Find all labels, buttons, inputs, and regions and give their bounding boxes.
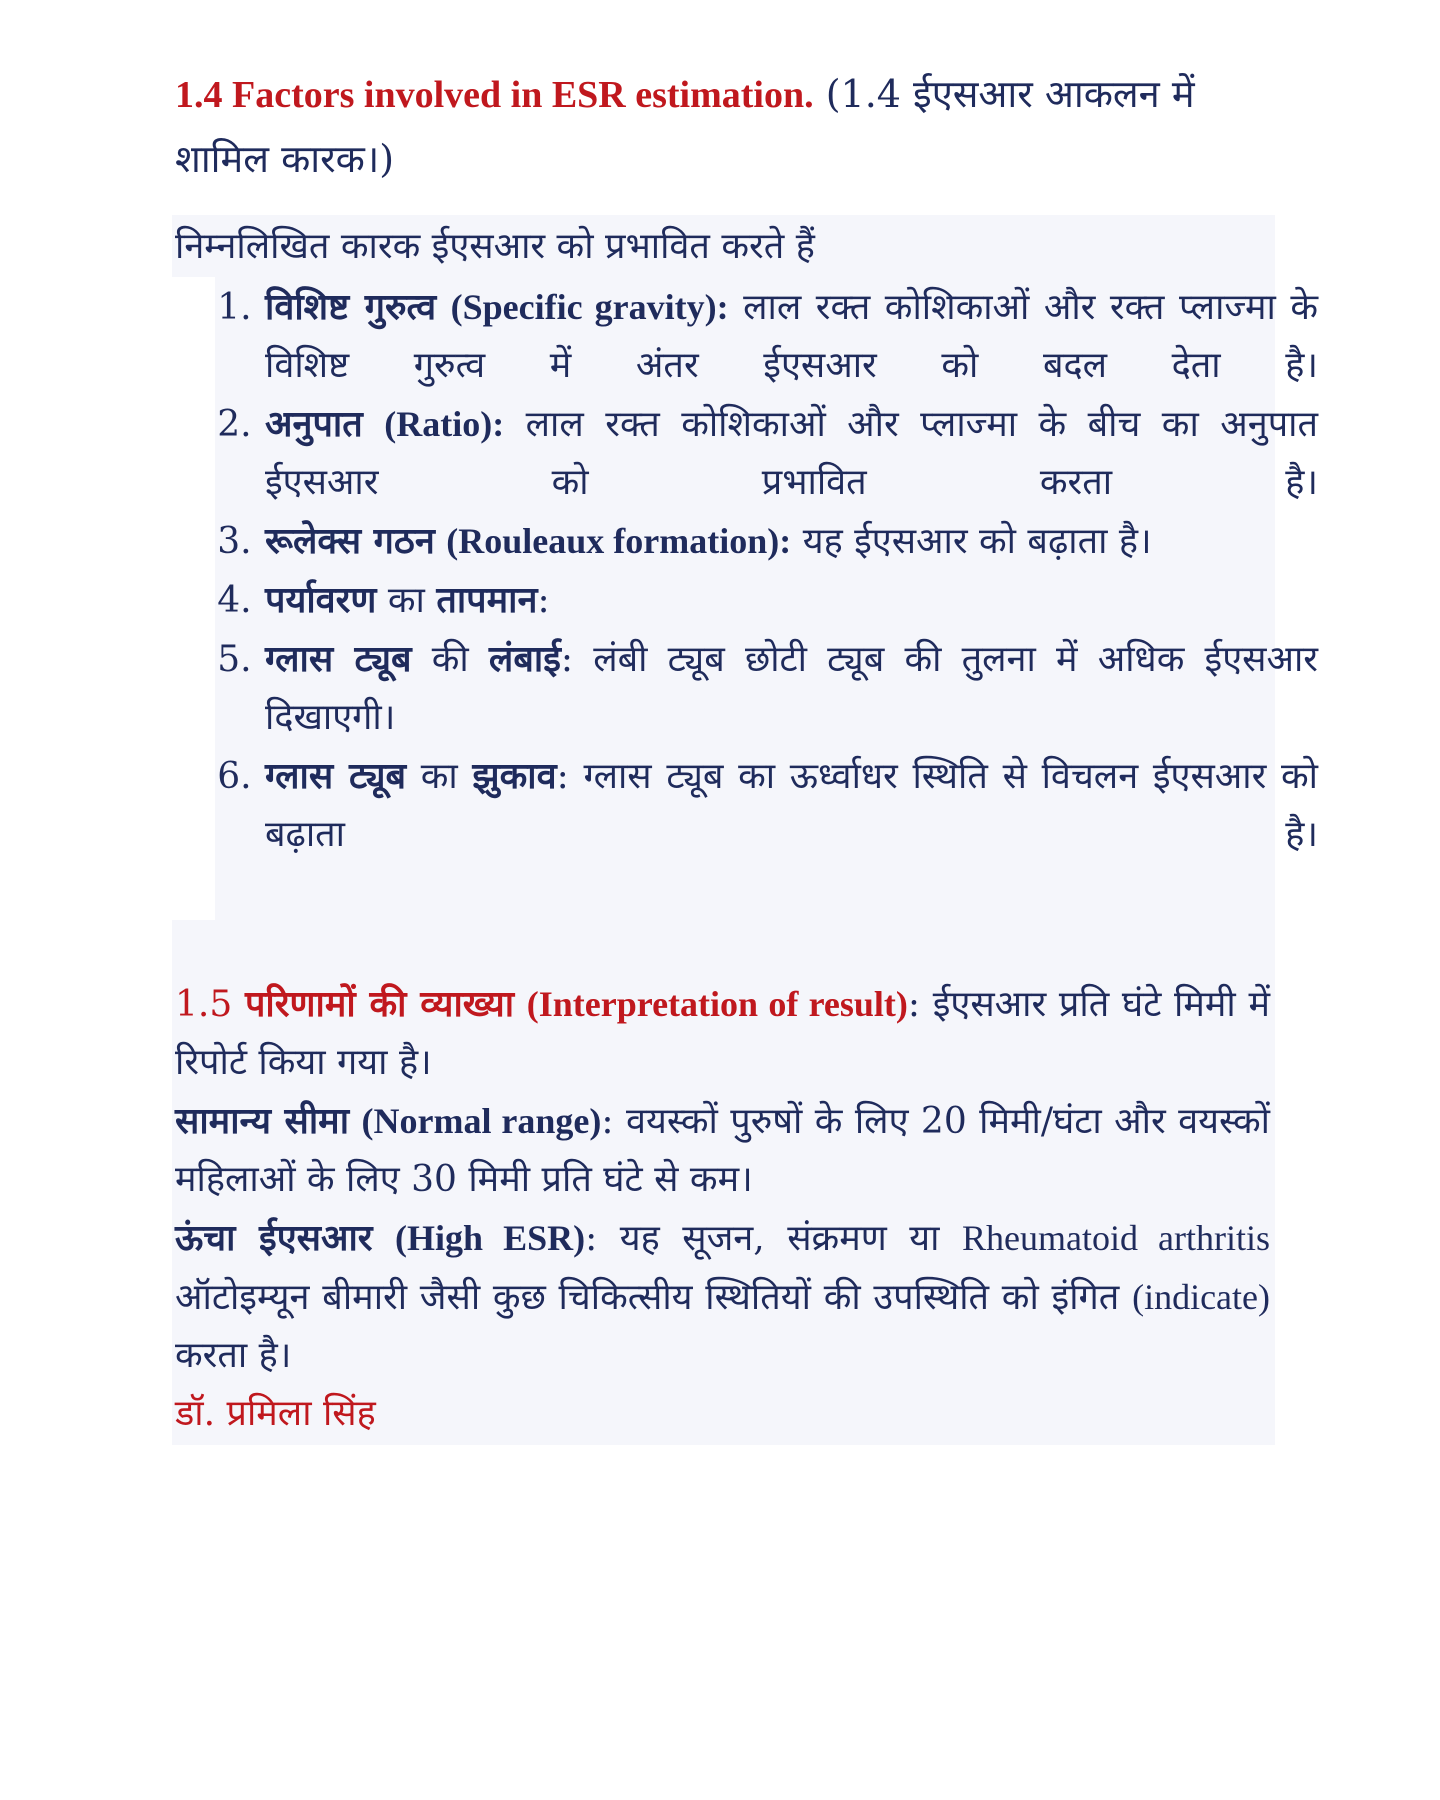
factor-term: ग्लास ट्यूब (265, 755, 407, 797)
high-esr-paragraph (175, 1209, 1270, 1385)
list-item (263, 512, 1318, 571)
factor-term: रूलेक्स गठन (265, 520, 435, 562)
list-item (263, 571, 1318, 630)
list-item (263, 630, 1318, 747)
factor-connector: की (431, 639, 469, 680)
author-signature: डॉ. प्रमिला सिंह (175, 1393, 376, 1434)
factor-term-2: लंबाई (488, 638, 561, 680)
high-esr-term: ऊंचा ईएसआर (175, 1217, 373, 1259)
section-1-5 (175, 975, 1270, 1443)
factor-connector: का (387, 580, 425, 621)
factor-term-2: झुकाव (472, 755, 557, 797)
factor-term: अनुपात (265, 403, 363, 445)
high-esr-english: (High ESR) (395, 1218, 586, 1258)
factor-term: विशिष्ट गुरुत्व (265, 286, 437, 328)
factor-term-2: तापमान (436, 579, 538, 621)
factor-text: लाल रक्त कोशिकाओं और प्लाज्मा के बीच का अनुपात ईएसआर को प्रभावित करता है। (265, 404, 1318, 503)
factor-english: (Ratio): (384, 404, 505, 444)
normal-range-english: (Normal range) (361, 1101, 602, 1141)
high-esr-text-2: ऑटोइम्यून बीमारी जैसी कुछ चिकित्सीय स्थितियों की उपस्थिति को इंगित (175, 1277, 1120, 1318)
factor-text: : ग्लास ट्यूब का ऊर्ध्वाधर स्थिति से विचलन ईएसआर को बढ़ाता है। (265, 756, 1318, 855)
list-item (263, 747, 1318, 864)
factor-term: पर्यावरण (265, 579, 377, 621)
factor-english: (Rouleaux formation): (446, 521, 792, 561)
factor-text: : लंबी ट्यूब छोटी ट्यूब की तुलना में अधिक ईएसआर दिखाएगी। (265, 639, 1318, 738)
factor-connector: का (420, 756, 458, 797)
factor-english: (Specific gravity): (450, 287, 729, 327)
interpretation-paragraph (175, 975, 1270, 1092)
interpretation-text: : ईएसआर प्रति घंटे मिमी में रिपोर्ट किया गया है। (175, 984, 1270, 1083)
factor-text: यह ईएसआर को बढ़ाता है। (802, 521, 1152, 562)
section-heading-1-4 (175, 62, 1285, 191)
list-item (263, 278, 1318, 395)
section-number: 1.5 (175, 984, 233, 1025)
high-esr-text-3: करता है। (175, 1335, 292, 1376)
normal-range-text: : वयस्कों पुरुषों के लिए 20 मिमी/घंटा और वयस्कों महिलाओं के लिए 30 मिमी प्रति घंटे से कम। (175, 1101, 1270, 1200)
section-title-english: 1.4 Factors involved in ESR estimation. (175, 74, 814, 116)
normal-range-paragraph (175, 1092, 1270, 1209)
list-item (263, 395, 1318, 512)
normal-range-term: सामान्य सीमा (175, 1100, 350, 1142)
intro-text: निम्नलिखित कारक ईएसआर को प्रभावित करते हैं (175, 226, 815, 267)
section-title-hindi: (1.4 ईएसआर आकलन में शामिल कारक।) (175, 72, 1195, 181)
section-title-english: (Interpretation of result) (526, 984, 908, 1024)
factors-list (215, 278, 1318, 864)
high-esr-disease: Rheumatoid arthritis (961, 1218, 1270, 1258)
factor-term: ग्लास ट्यूब (265, 638, 412, 680)
factor-text: : (537, 580, 550, 621)
high-esr-text: : यह सूजन, संक्रमण या (585, 1218, 940, 1259)
factor-text: लाल रक्त कोशिकाओं और रक्त प्लाज्मा के विशिष्ट गुरुत्व में अंतर ईएसआर को बदल देता है। (265, 287, 1319, 386)
high-esr-indicate: (indicate) (1132, 1277, 1270, 1317)
section-title-hindi: परिणामों की व्याख्या (244, 983, 515, 1025)
